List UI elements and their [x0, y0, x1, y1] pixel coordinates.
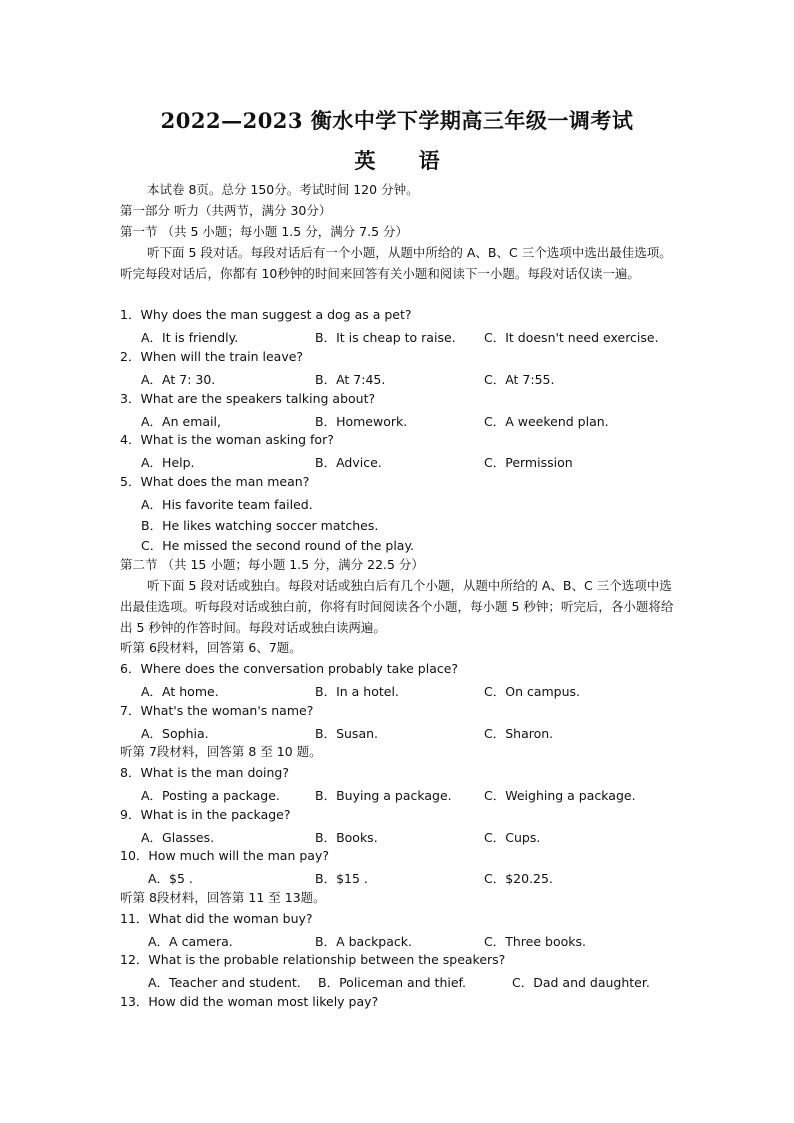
- q7-option-c: C．Sharon.: [484, 726, 554, 741]
- question-13: 13．How did the woman most likely pay?: [120, 994, 379, 1009]
- q8-option-b: B．Buying a package.: [315, 788, 452, 803]
- question-1: 1．Why does the man suggest a dog as a pet?: [120, 307, 412, 322]
- q4-option-a: A．Help.: [141, 455, 195, 470]
- q12-option-b: B．Policeman and thief.: [318, 975, 466, 990]
- q4-option-b: B．Advice.: [315, 455, 382, 470]
- q3-option-c: C．A weekend plan.: [484, 414, 609, 429]
- q1-option-c: C．It doesn't need exercise.: [484, 330, 659, 345]
- q12-option-a: A．Teacher and student.: [148, 975, 301, 990]
- question-9: 9．What is in the package?: [120, 807, 291, 822]
- q5-option-b: B．He likes watching soccer matches.: [141, 518, 379, 533]
- question-4: 4．What is the woman asking for?: [120, 432, 334, 447]
- section2-heading: 第二节 （共 15 小题；每小题 1.5 分，满分 22.5 分）: [120, 557, 424, 572]
- q7-option-b: B．Susan.: [315, 726, 379, 741]
- q6-option-b: B．In a hotel.: [315, 684, 399, 699]
- section2-instruction: 听下面 5 段对话或独白。每段对话或独白后有几个小题，从题中所给的 A、B、C 三个选项中选出最佳选项。听每段对话或独白前，你将有时间阅读各个小题，每小题 5 秒钟；听完后，各小题将给出 5 秒钟的作答时间。每段对话或独白读两遍。: [120, 578, 674, 635]
- question-3: 3．What are the speakers talking about?: [120, 391, 376, 406]
- question-11: 11．What did the woman buy?: [120, 911, 313, 926]
- q8-option-c: C．Weighing a package.: [484, 788, 636, 803]
- q9-option-c: C．Cups.: [484, 830, 541, 845]
- q11-option-a: A．A camera.: [148, 934, 233, 949]
- q5-option-a: A．His favorite team failed.: [141, 497, 313, 512]
- question-8: 8．What is the man doing?: [120, 765, 289, 780]
- q3-option-a: A．An email,: [141, 414, 221, 429]
- question-6: 6．Where does the conversation probably take place?: [120, 661, 459, 676]
- part1-heading: 第一部分 听力（共两节，满分 30分）: [120, 203, 332, 218]
- q6-option-a: A．At home.: [141, 684, 219, 699]
- question-5: 5．What does the man mean?: [120, 474, 310, 489]
- q9-option-b: B．Books.: [315, 830, 378, 845]
- section1-heading: 第一节 （共 5 小题；每小题 1.5 分，满分 7.5 分）: [120, 224, 409, 239]
- q10-option-a: A．$5 .: [148, 871, 193, 886]
- material-7-note: 听第 7段材料，回答第 8 至 10 题。: [120, 744, 322, 759]
- question-2: 2．When will the train leave?: [120, 349, 304, 364]
- exam-title: 2022—2023 衡水中学下学期高三年级一调考试: [160, 108, 634, 133]
- q10-option-c: C．$20.25.: [484, 871, 553, 886]
- q9-option-a: A．Glasses.: [141, 830, 215, 845]
- question-7: 7．What's the woman's name?: [120, 703, 314, 718]
- question-10: 10．How much will the man pay?: [120, 848, 329, 863]
- q7-option-a: A．Sophia.: [141, 726, 209, 741]
- q8-option-a: A．Posting a package.: [141, 788, 280, 803]
- q2-option-b: B．At 7:45.: [315, 372, 386, 387]
- exam-intro: 本试卷 8页。总分 150分。考试时间 120 分钟。: [147, 182, 419, 197]
- question-12: 12．What is the probable relationship between the speakers?: [120, 952, 506, 967]
- q1-option-b: B．It is cheap to raise.: [315, 330, 456, 345]
- q5-option-c: C．He missed the second round of the play.: [141, 538, 415, 553]
- q2-option-c: C．At 7:55.: [484, 372, 555, 387]
- q3-option-b: B．Homework.: [315, 414, 408, 429]
- q12-option-c: C．Dad and daughter.: [512, 975, 650, 990]
- q6-option-c: C．On campus.: [484, 684, 581, 699]
- material-8-note: 听第 8段材料，回答第 11 至 13题。: [120, 890, 326, 905]
- q10-option-b: B．$15 .: [315, 871, 368, 886]
- material-6-note: 听第 6段材料，回答第 6、7题。: [120, 640, 302, 655]
- q1-option-a: A．It is friendly.: [141, 330, 239, 345]
- section1-instruction: 听下面 5 段对话。每段对话后有一个小题，从题中所给的 A、B、C 三个选项中选出最佳选项。听完每段对话后，你都有 10秒钟的时间来回答有关小题和阅读下一小题。每段对话仅读一遍。: [120, 245, 672, 281]
- q11-option-c: C．Three books.: [484, 934, 586, 949]
- q11-option-b: B．A backpack.: [315, 934, 412, 949]
- q4-option-c: C．Permission: [484, 455, 573, 470]
- q2-option-a: A．At 7: 30.: [141, 372, 216, 387]
- subject-title: 英 语: [354, 148, 458, 173]
